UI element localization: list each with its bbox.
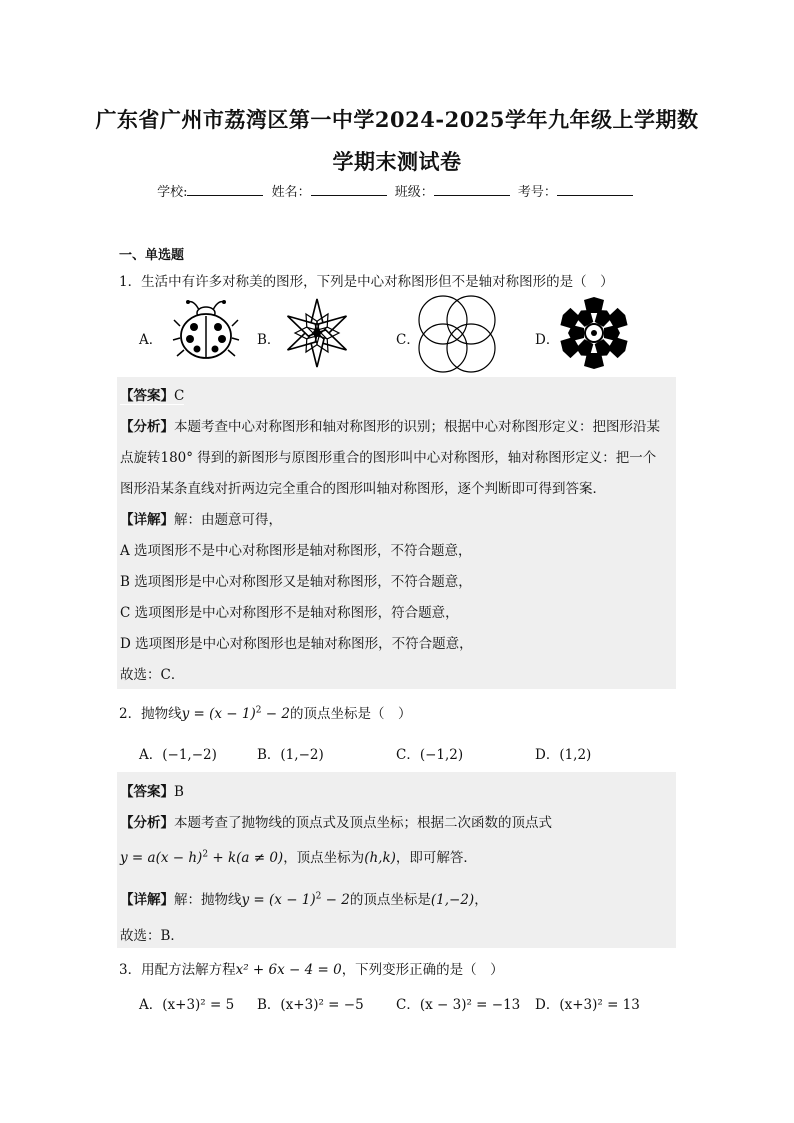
q1-detail-line2: A 选项图形不是中心对称图形是轴对称图形，不符合题意， <box>120 543 472 559</box>
q1-option-a: A． <box>139 332 163 348</box>
class-blank <box>434 183 510 196</box>
q2-detail-math2: − 2 <box>321 892 350 908</box>
q1-detail-line4: C 选项图形是中心对称图形不是轴对称图形，符合题意， <box>120 605 459 621</box>
q1-stem: 1．生活中有许多对称美的图形，下列是中心对称图形但不是轴对称图形的是（ ） <box>119 274 614 290</box>
q3-option-b: B．(x+3)² = −5 <box>257 997 364 1013</box>
q3-stem-text1: 3．用配方法解方程 <box>119 962 236 978</box>
q2-answer-label: 【答案】 <box>120 784 174 800</box>
q2-option-b: B．(1,−2) <box>257 747 324 763</box>
q2-stem-sup: 2 <box>255 705 262 716</box>
q1-analysis-text1: 本题考查中心对称图形和轴对称图形的识别；根据中心对称图形定义：把图形沿某 <box>174 419 660 435</box>
q2-detail-math3: (1,−2) <box>430 892 475 908</box>
exam-title-line2: 学期末测试卷 <box>332 149 462 174</box>
q2-analysis-math2: + k(a ≠ 0) <box>208 850 284 866</box>
q2-stem-math2: − 2 <box>261 706 290 722</box>
exam-number-label: 考号： <box>517 185 557 200</box>
q2-detail-sup: 2 <box>315 891 322 902</box>
q2-option-a: A．(−1,−2) <box>139 747 217 763</box>
q2-answer-row <box>120 780 184 800</box>
ladybug-icon <box>172 296 240 362</box>
exam-number-blank <box>557 183 633 196</box>
q1-analysis-line3: 图形沿某条直线对折两边完全重合的图形叫轴对称图形，逐个判断即可得到答案． <box>120 481 606 497</box>
student-info-row <box>0 181 794 200</box>
q2-stem-text1: 2．抛物线 <box>119 706 182 722</box>
q2-detail-text3: ， <box>474 892 488 908</box>
q1-detail-label: 【详解】 <box>120 512 174 528</box>
q2-analysis-sup: 2 <box>202 849 209 860</box>
q1-detail-line3: B 选项图形是中心对称图形又是轴对称图形，不符合题意， <box>120 574 472 590</box>
q3-option-c: C．(x − 3)² = −13 <box>396 997 521 1013</box>
q2-detail-label: 【详解】 <box>120 892 174 908</box>
q2-analysis-math: y = a(x − h) <box>120 850 203 866</box>
school-blank <box>187 183 263 196</box>
q2-analysis-text3: ，即可解答． <box>395 850 477 866</box>
q1-answer-row <box>120 384 184 405</box>
q3-stem-text2: ，下列变形正确的是（ ） <box>341 962 504 978</box>
q1-detail-text1: 解：由题意可得， <box>174 512 282 528</box>
q2-option-d: D．(1,2) <box>535 747 592 763</box>
q1-analysis-line1 <box>120 415 660 435</box>
q2-detail-math: y = (x − 1) <box>241 892 316 908</box>
q1-answer-box <box>117 377 676 689</box>
class-label: 班级： <box>394 185 434 200</box>
q2-stem <box>119 702 411 722</box>
q1-analysis-label: 【分析】 <box>120 419 174 435</box>
q3-stem-math: x² + 6x − 4 = 0 <box>235 962 342 978</box>
q2-detail-text2: 的顶点坐标是 <box>349 892 431 908</box>
q1-option-c: C． <box>396 332 420 348</box>
q1-detail-line5: D 选项图形是中心对称图形也是轴对称图形，不符合题意， <box>120 636 473 652</box>
q3-stem <box>119 958 504 978</box>
q2-detail-line2: 故选：B． <box>120 928 184 944</box>
q3-option-a: A．(x+3)² = 5 <box>139 997 235 1013</box>
q2-analysis-text1: 本题考查了抛物线的顶点式及顶点坐标；根据二次函数的顶点式 <box>174 815 552 831</box>
q1-analysis-line2: 点旋转180° 得到的新图形与原图形重合的图形叫中心对称图形，轴对称图形定义：把一个 <box>120 450 657 466</box>
q2-analysis-text2: ，顶点坐标为 <box>283 850 365 866</box>
q2-answer-value: B <box>174 784 184 800</box>
q1-answer-value: C <box>174 388 185 404</box>
q3-option-d: D．(x+3)² = 13 <box>535 997 640 1013</box>
q2-answer-box <box>117 772 676 948</box>
star-flower-icon <box>282 296 352 370</box>
q2-stem-text2: 的顶点坐标是（ ） <box>289 706 412 722</box>
school-label: 学校: <box>157 185 188 200</box>
q2-stem-math: y = (x − 1) <box>181 706 256 722</box>
q1-option-d: D． <box>535 332 560 348</box>
q2-detail-text1: 解：抛物线 <box>174 892 242 908</box>
q1-answer-label: 【答案】 <box>120 388 174 404</box>
snowflake-icon <box>558 297 630 369</box>
q1-option-b: B． <box>257 332 281 348</box>
exam-title-line1: 广东省广州市荔湾区第一中学2024-2025学年九年级上学期数 <box>95 107 699 132</box>
q2-detail-line1 <box>120 888 488 908</box>
q1-detail-line6: 故选：C． <box>120 667 185 683</box>
q1-detail-line1 <box>120 508 282 528</box>
q2-analysis-label: 【分析】 <box>120 815 174 831</box>
name-blank <box>311 183 387 196</box>
section-heading: 一、单选题 <box>119 248 185 263</box>
q2-analysis-line2 <box>120 846 477 866</box>
four-circles-icon <box>417 294 497 374</box>
name-label: 姓名： <box>271 185 311 200</box>
q2-analysis-line1 <box>120 811 552 831</box>
q2-option-c: C．(−1,2) <box>396 747 464 763</box>
q2-analysis-math3: (h,k) <box>364 850 396 866</box>
